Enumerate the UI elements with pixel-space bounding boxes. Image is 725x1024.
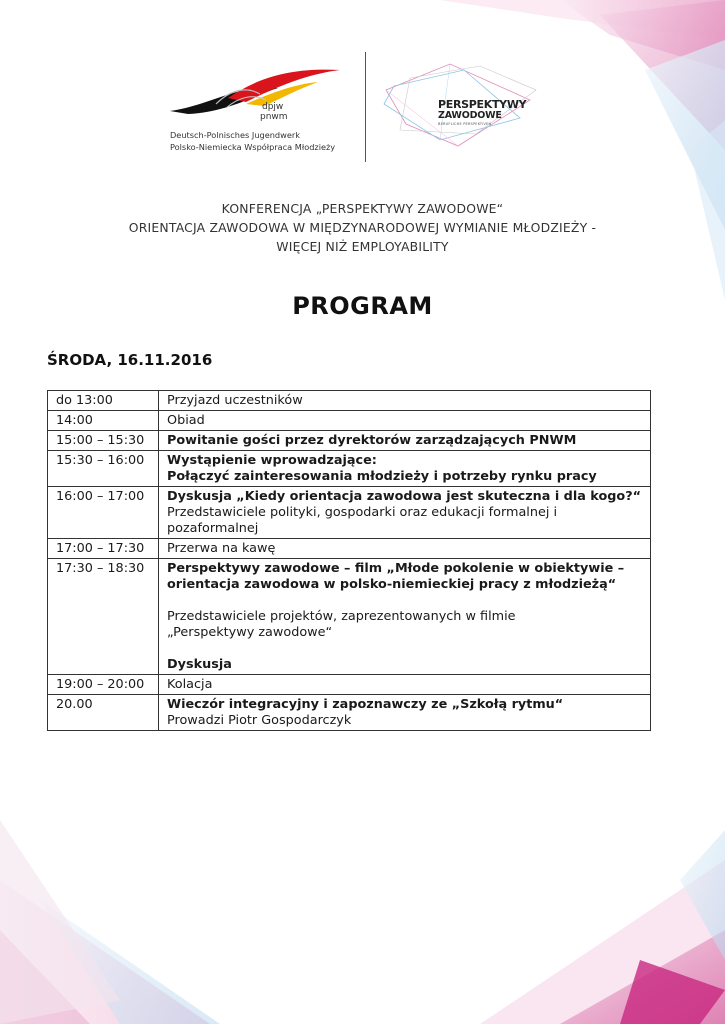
schedule-desc [159,411,651,431]
schedule-row [48,451,651,487]
schedule-desc [159,391,651,411]
conference-title [0,199,725,256]
schedule-time: 14:00 [48,411,159,431]
schedule-time: 15:30 – 16:00 [48,451,159,487]
conference-title-line: ORIENTACJA ZAWODOWA W MIĘDZYNARODOWEJ WYMIANIE MŁODZIEŻY - [128,220,597,235]
dpjw-abbr-label: dpjw [262,102,284,112]
schedule-bold-text: Wieczór integracyjny i zapoznawczy ze „Szkołą rytmu“ [167,697,564,712]
schedule-time: 19:00 – 20:00 [48,675,159,695]
schedule-bold-text: Dyskusja [167,657,232,672]
dpjw-name-pl: Polsko-Niemiecka Współpraca Młodzieży [170,142,336,152]
schedule-bold-text: Dyskusja „Kiedy orientacja zawodowa jest skuteczna i dla kogo?“ [167,489,642,504]
schedule-row [48,675,651,695]
schedule-row [48,559,651,675]
schedule-bold-text: Powitanie gości przez dyrektorów zarządzających PNWM [167,433,577,448]
schedule-time: 16:00 – 17:00 [48,487,159,539]
schedule-desc [159,695,651,731]
schedule-text: Obiad [167,413,205,428]
conference-title-line: WIĘCEJ NIŻ EMPLOYABILITY [276,239,449,254]
schedule-row [48,411,651,431]
schedule-row [48,539,651,559]
schedule-desc [159,675,651,695]
schedule-text: Prowadzi Piotr Gospodarczyk [167,713,352,728]
spacer [167,593,642,609]
schedule-desc [159,559,651,675]
dpjw-logo [168,66,353,161]
schedule-bold-text: Wystąpienie wprowadzające: [167,453,377,468]
schedule-desc [159,451,651,487]
schedule-time: 17:00 – 17:30 [48,539,159,559]
schedule-text: Przedstawiciele polityki, gospodarki oraz edukacji formalnej i pozaformalnej [167,505,558,536]
dpjw-name-de: Deutsch-Polnisches Jugendwerk [170,130,300,140]
schedule-row [48,695,651,731]
schedule-time: 20.00 [48,695,159,731]
schedule-bold-text: Perspektywy zawodowe – film „Młode pokolenie w obiektywie – [167,561,625,576]
pz-logo-word1: PERSPEKTYWY [438,98,527,111]
day-title: ŚRODA, 16.11.2016 [47,351,213,369]
program-title: PROGRAM [292,292,433,320]
schedule-text: Kolacja [167,677,213,692]
schedule-time: 17:30 – 18:30 [48,559,159,675]
schedule-time: 15:00 – 15:30 [48,431,159,451]
spacer [167,641,642,657]
schedule-bold-text: orientacja zawodowa w polsko-niemieckiej pracy z młodzieżą“ [167,577,617,592]
schedule-bold-text: Połączyć zainteresowania młodzieży i potrzeby rynku pracy [167,469,597,484]
logo-divider [365,52,366,162]
perspektywy-zawodowe-logo [380,60,540,150]
schedule-table [47,390,651,731]
schedule-text: Przedstawiciele projektów, zaprezentowanych w filmie [167,609,516,624]
schedule-row [48,391,651,411]
pz-logo-tagline: BERUFLICHE PERSPEKTIVEN [438,122,492,126]
schedule-row [48,487,651,539]
schedule-text: Przyjazd uczestników [167,393,303,408]
schedule-desc [159,539,651,559]
pnwm-abbr-label: pnwm [260,112,288,122]
schedule-time: do 13:00 [48,391,159,411]
schedule-desc [159,487,651,539]
schedule-text: „Perspektywy zawodowe“ [167,625,333,640]
schedule-text: Przerwa na kawę [167,541,276,556]
conference-title-line: KONFERENCJA „PERSPEKTYWY ZAWODOWE“ [221,201,504,216]
schedule-row [48,431,651,451]
schedule-desc [159,431,651,451]
pz-logo-word2: ZAWODOWE [438,110,502,121]
